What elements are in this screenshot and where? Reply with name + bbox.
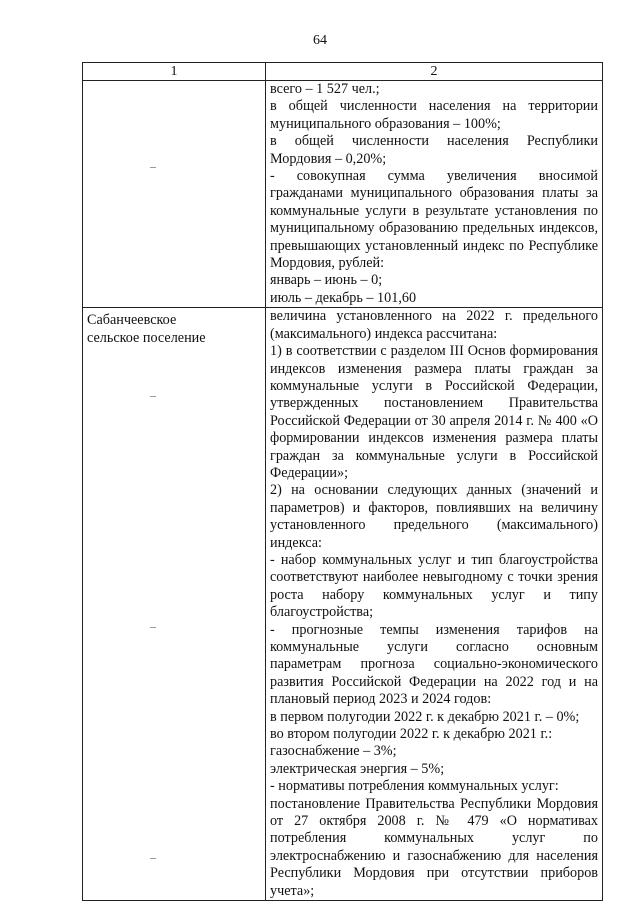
settlement-name-line: Сабанчеевское (87, 312, 177, 329)
row2-col2-text (270, 308, 598, 900)
text-line: в первом полугодии 2022 г. к декабрю 2021 г. – 0%; (270, 708, 580, 725)
text-line: 1) в соответствии с разделом III Основ формирования (270, 343, 598, 360)
text-line: постановление Правительства Республики Мордовия (270, 795, 598, 812)
text-line: гражданами муниципального образования платы за (270, 185, 598, 202)
text-line: благоустройства; (270, 604, 374, 621)
text-line: индексов изменения размера платы граждан за (270, 360, 598, 377)
text-line: граждан за коммунальные услуги в Российской (270, 447, 598, 464)
text-line: учета»; (270, 882, 315, 899)
text-line: - набор коммунальных услуг и тип благоустройства (270, 551, 598, 568)
settlement-name (87, 308, 261, 347)
text-line: в общей численности населения на территории (270, 98, 598, 115)
column-header-2: 2 (266, 63, 603, 81)
column-header-1: 1 (83, 63, 266, 81)
text-line: коммунальные услуги в Российской Федерации, (270, 377, 598, 394)
text-line: - прогнозные темпы изменения тарифов на (270, 621, 598, 638)
table-row (83, 81, 603, 308)
text-line: параметрам прогноза социально-экономического (270, 656, 598, 673)
scan-mark (150, 858, 156, 859)
text-line: муниципального образования – 100%; (270, 115, 501, 132)
text-line: потребления коммунальных услуг по (270, 830, 598, 847)
text-line: коммунальные услуги в результате установления по (270, 202, 598, 219)
page-number: 64 (313, 33, 327, 48)
text-line: июль – декабрь – 101,60 (270, 289, 417, 306)
data-table (82, 62, 603, 901)
text-line: индекса: (270, 534, 322, 551)
text-line: (максимального) индекса рассчитана: (270, 325, 498, 342)
text-line: электрическая энергия – 5%; (270, 760, 445, 777)
row2-col2-cell (266, 308, 603, 901)
text-line: превышающих установленный индекс по Республике (270, 237, 598, 254)
text-line: во втором полугодии 2022 г. к декабрю 2021 г.: (270, 726, 553, 743)
text-line: соответствуют наиболее невыгодному с точки зрения (270, 569, 598, 586)
text-line: Мордовия – 0,20%; (270, 150, 387, 167)
text-line: Федерации»; (270, 464, 349, 481)
text-line: установленного предельного (максимального) (270, 517, 598, 534)
text-line: утвержденных постановлением Правительства (270, 395, 598, 412)
text-line: от 27 октября 2008 г. № 479 «О нормативах (270, 813, 598, 830)
row1-col2-cell (266, 81, 603, 308)
text-line: всего – 1 527 чел.; (270, 81, 380, 97)
text-line: муниципальному образованию предельных индексов, (270, 220, 598, 237)
text-line: формировании индексов изменения размера платы (270, 430, 598, 447)
text-line: 2) на основании следующих данных (значений и (270, 482, 598, 499)
scan-mark (150, 167, 156, 168)
text-line: параметров) и факторов, повлиявших на величину (270, 499, 598, 516)
text-line: развития Российской Федерации на 2022 год и на (270, 673, 598, 690)
text-line: Республики Мордовия при отсутствии приборов (270, 865, 598, 882)
text-line: роста набору коммунальных услуг и типу (270, 586, 598, 603)
row1-col1-cell (83, 81, 266, 308)
text-line: коммунальные услуги согласно основным (270, 639, 598, 655)
scan-mark (150, 396, 156, 397)
scan-mark (150, 627, 156, 628)
text-line: газоснабжение – 3%; (270, 743, 397, 760)
text-line: в общей численности населения Республики (270, 133, 598, 150)
text-line: - совокупная сумма увеличения вносимой (270, 168, 598, 185)
settlement-name-line: сельское поселение (87, 329, 206, 346)
row1-col2-text (270, 81, 598, 307)
text-line: январь – июнь – 0; (270, 272, 383, 289)
header-row (83, 63, 603, 81)
text-line: электроснабжению и газоснабжению для населения (270, 847, 598, 864)
row2-col1-cell (83, 308, 266, 901)
text-line: величина установленного на 2022 г. предельного (270, 308, 598, 325)
table-row (83, 308, 603, 901)
text-line: Мордовия, рублей: (270, 255, 385, 272)
text-line: Российской Федерации от 30 апреля 2014 г. № 400 «О (270, 412, 598, 429)
text-line: - нормативы потребления коммунальных услуг: (270, 778, 559, 795)
text-line: плановый период 2023 и 2024 годов: (270, 691, 492, 708)
